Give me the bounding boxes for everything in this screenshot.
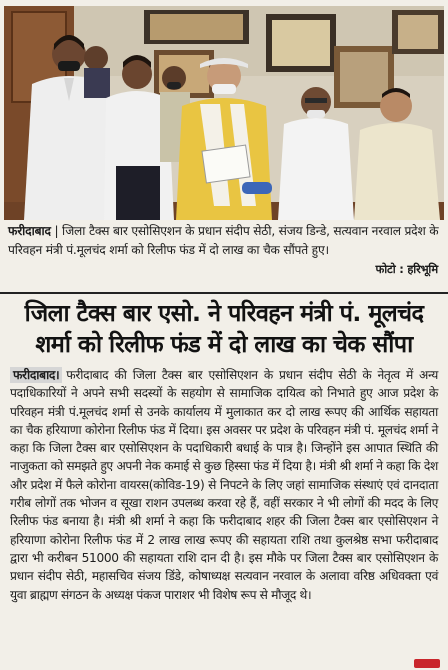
caption-divider	[0, 292, 448, 294]
news-photo	[4, 6, 444, 220]
caption-text: जिला टैक्स बार एसोसिएशन के प्रधान संदीप सेठी, संजय डिन्डे, सत्यवान नरवाल प्रदेश के परिवहन मंत्री पं.मूलचंद शर्मा को रिलीफ फंड में दो लाख का चैक सौंपते हुए।	[8, 224, 439, 257]
caption-place: फरीदाबाद	[8, 224, 51, 238]
photo-credit: फोटो : हरिभूमि	[375, 262, 438, 276]
photo-illustration	[4, 6, 444, 220]
article-dateline: फरीदाबाद।	[10, 367, 62, 383]
caption-pipe: |	[54, 224, 59, 238]
corner-brand-mark	[414, 659, 440, 668]
article-headline: जिला टैक्स बार एसो. ने परिवहन मंत्री पं. मूलचंद शर्मा को रिलीफ फंड में दो लाख का चेक सौंपा	[24, 299, 424, 358]
article-body-text: फरीदाबाद की जिला टैक्स बार एसोसिएशन के प्रधान संदीप सेठी के नेतृत्व में अन्य पदाधिकारियों ने अपने सभी सदस्यों के सहयोग से सामाजिक दायित्व को निभाते हुए आज प्रदेश के परिवहन मंत्री पं.मूलचंद शर्मा से उनके कार्यालय में मुलाकात कर दो लाख रूपए की आर्थिक सहायता का चैक हरियाणा कोरोना रिलीफ फंड में दिया। इस अवसर पर प्रदेश के परिवहन मंत्री पं. मूलचंद शर्मा ने कहा कि जिला टैक्स बार एसोसिएशन के पदाधिकारी बधाई के पात्र है। जिन्होंने इस आपात स्थिति की नाजुकता को समझते हुए अपनी नेक कमाई से कुछ हिस्सा फंड में दिया है। मंत्री श्री शर्मा ने कहा कि देश और प्रदेश में फैले कोरोना वायरस(कोविड-19) से निपटने के लिए जहां सामाजिक संस्थाएं एवं दानदाता गरीब लोगों तक भोजन व सूखा राशन उपलब्ध करवा रहे हैं, वहीं सरकार ने भी लोगों की मदद के लिए रिलीफ फंड बनाया है। मंत्री श्री शर्मा ने कहा कि फरीदाबाद शहर की जिला टैक्स बार एसोसिएशन ने हरियाणा कोरोना रिलीफ फंड में 2 लाख लाख रूपए की सहायता राशि तथा कुलश्रेष्ठ सभा फरीदाबाद द्वारा भी करीबन 51000 की सहायता राशि दान दी है। इस मौके पर जिला टैक्स बार एसोसिएशन के प्रधान संदीप सेठी, महासचिव संजय डिंडे, कोषाध्यक्ष सत्यवान नरवाल के अलावा वरिष्ठ अधिवक्ता एवं युवा ब्राह्मण संगठन के अध्यक्ष पंकज पाराशर भी विशेष रूप से मौजूद थे।	[10, 368, 438, 602]
photo-caption	[8, 222, 440, 290]
article-body	[10, 366, 438, 662]
